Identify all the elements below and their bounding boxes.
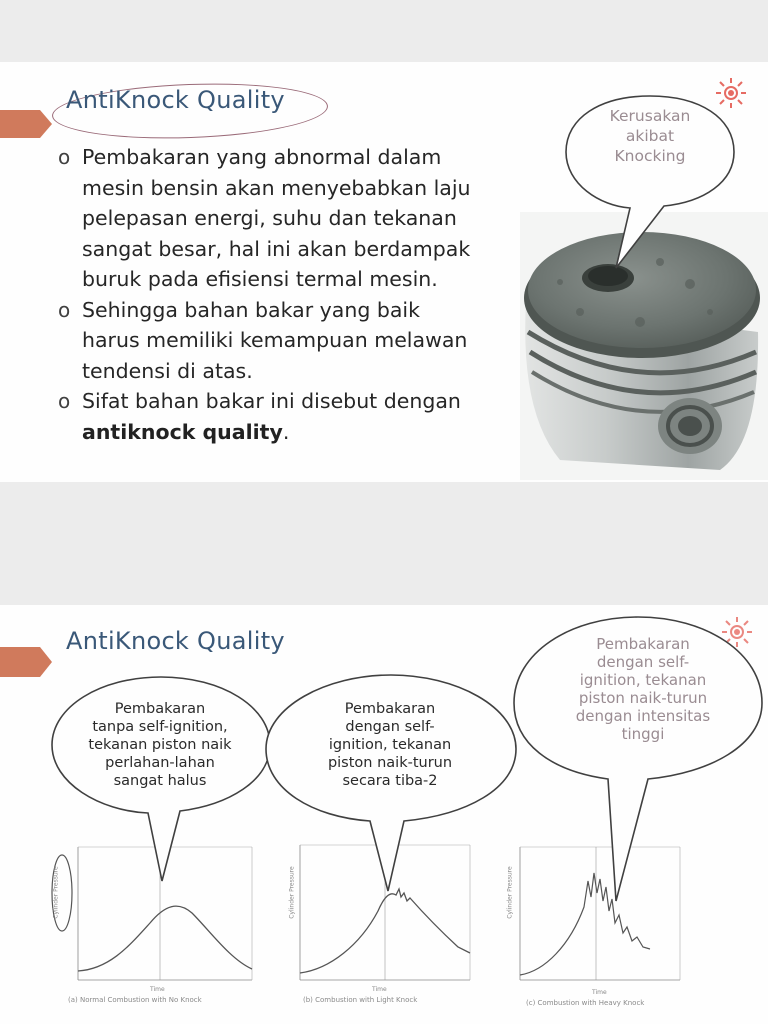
bullet-item: o Sifat bahan bakar ini disebut dengan antiknock quality. — [58, 386, 528, 447]
caption-b: (b) Combustion with Light Knock — [303, 996, 418, 1004]
key-term: antiknock quality — [82, 419, 283, 444]
slide-title: AntiKnock Quality — [66, 627, 285, 655]
caption-c: (c) Combustion with Heavy Knock — [526, 999, 645, 1007]
ylabel-b: Cylinder Pressure — [288, 866, 296, 919]
ylabel-c: Cylinder Pressure — [506, 866, 514, 919]
bubble-text-light-knock: Pembakaran dengan self- ignition, tekanan piston naik-turun secara tiba-2 — [327, 701, 453, 789]
xlabel-c: Time — [592, 989, 607, 996]
section-tab-arrow — [0, 647, 52, 677]
bubble-text-no-knock: Pembakaran tanpa self-ignition, tekanan piston naik perlahan-lahan sangat halus — [88, 701, 232, 789]
bullet-marker: o — [58, 145, 71, 169]
bullet-item: o Pembakaran yang abnormal dalam mesin bensin akan menyebabkan laju pelepasan energi, suhu dan tekanan sangat besar, hal ini akan berdampak buruk pada efisiensi termal mesin. — [58, 142, 528, 295]
bubble-text-heavy: Pembakaran dengan self- ignition, tekanan piston naik-turun dengan intensitas tinggi — [575, 635, 711, 743]
slide-title: AntiKnock Quality — [66, 86, 285, 114]
xlabel-a: Time — [150, 986, 165, 993]
bullet-item: o Sehingga bahan bakar yang baik harus memiliki kemampuan melawan tendensi di atas. — [58, 295, 528, 387]
bullet-marker: o — [58, 389, 71, 413]
bubble-text: Kerusakan akibat Knocking — [609, 107, 691, 165]
xlabel-b: Time — [372, 986, 387, 993]
bullet-list — [58, 142, 528, 447]
ylabel-a: Cylinder Pressure — [52, 866, 60, 919]
section-tab-arrow — [0, 110, 52, 138]
caption-a: (a) Normal Combustion with No Knock — [68, 996, 202, 1004]
slide-1 — [0, 62, 768, 482]
bullet-marker: o — [58, 297, 71, 322]
slide-2 — [0, 605, 768, 1024]
